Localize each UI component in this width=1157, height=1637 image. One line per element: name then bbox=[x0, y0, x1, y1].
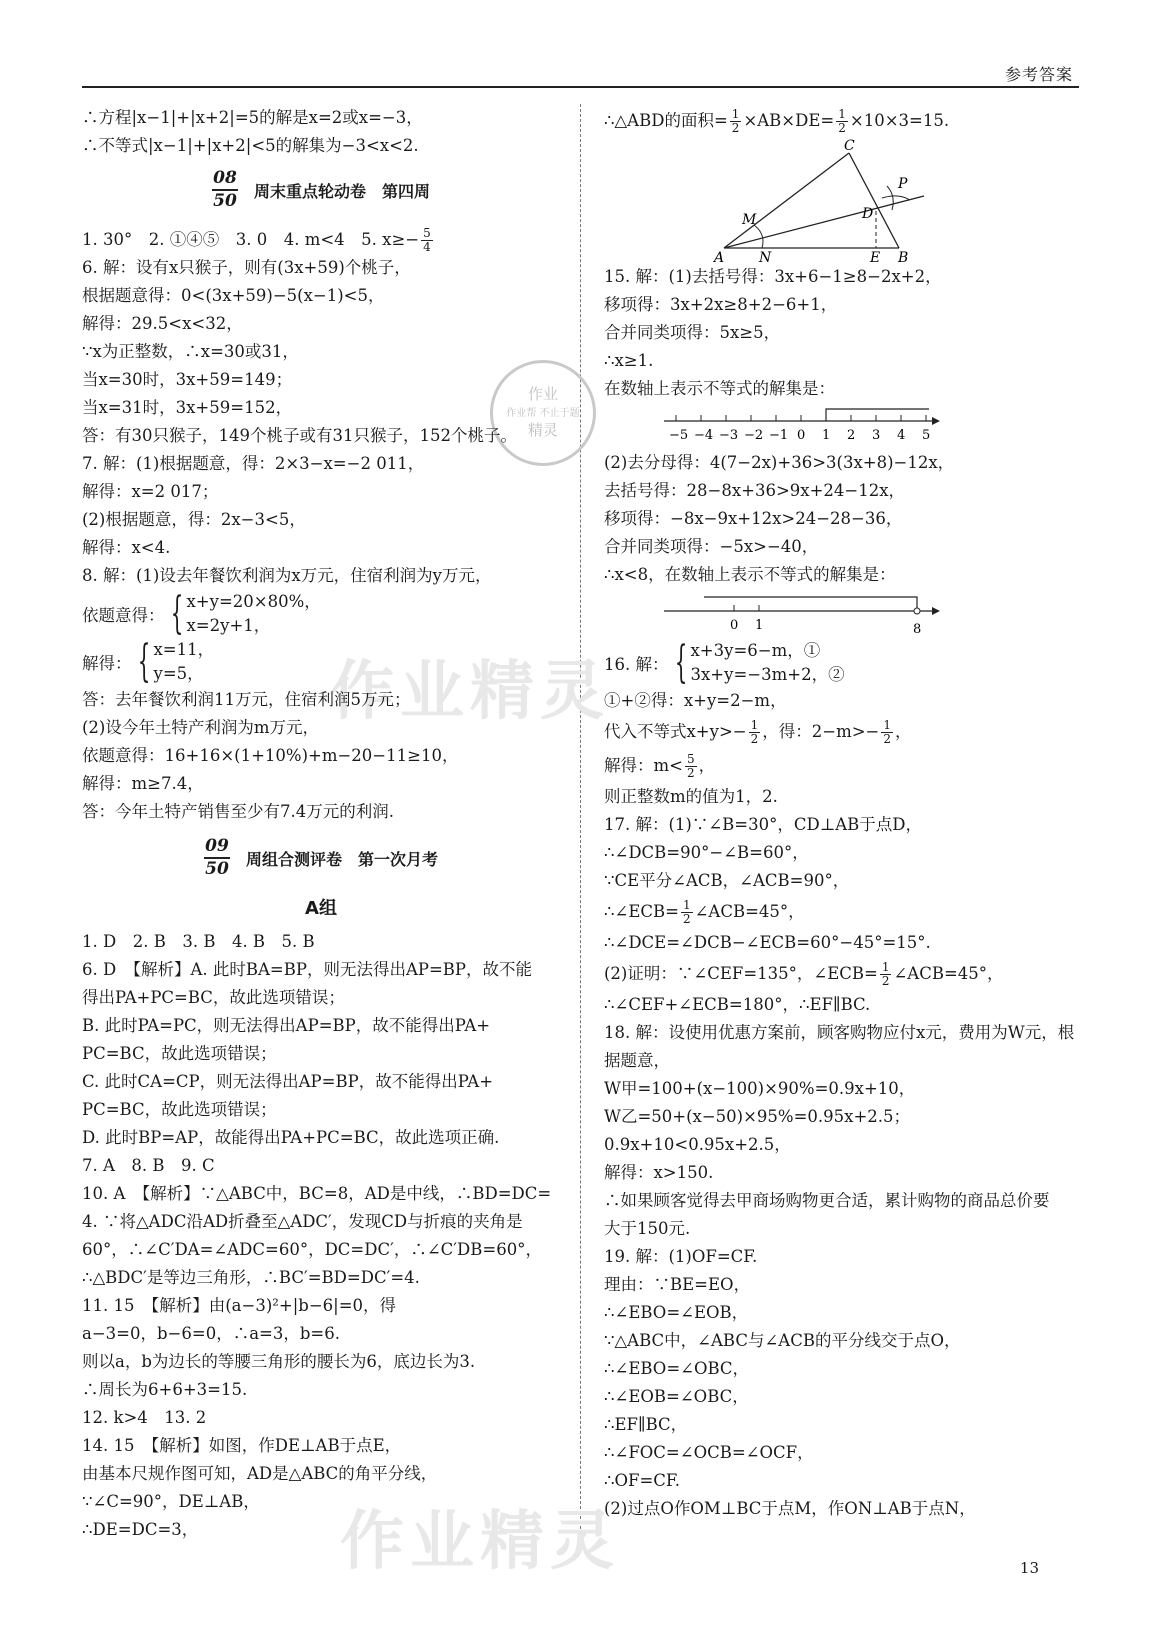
triangle-figure bbox=[704, 138, 1034, 263]
text-line: 11. 15 【解析】由(a−3)²+|b−6|=0，得 bbox=[82, 1296, 397, 1315]
text-line: ∵x为正整数，∴x=30或31， bbox=[82, 342, 299, 361]
text-line: 14. 15 【解析】如图，作DE⊥AB于点E， bbox=[82, 1436, 402, 1455]
text-line: 依题意得：16+16×(1+10%)+m−20−11≥10， bbox=[82, 746, 459, 765]
section-title: 周末重点轮动卷 第四周 bbox=[253, 181, 430, 201]
text-line: ∴EF∥BC， bbox=[604, 1415, 688, 1434]
answer-line: 1. 30° 2. ①④⑤ 3. 0 4. m<4 5. x≥− $\frac{5}{4}$ bbox=[82, 226, 431, 254]
text-line: ∴x≥1. bbox=[604, 351, 654, 370]
text-line: 17. 解：(1)∵∠B=30°，CD⊥AB于点D， bbox=[604, 815, 923, 834]
text-line: 答：今年土特产销售至少有7.4万元的利润. bbox=[82, 802, 394, 821]
label-a: A bbox=[714, 250, 725, 263]
watermark-stamp: 作业 作业帮 不止于题 精灵 bbox=[490, 360, 596, 466]
equation-system: 依题意得： { x+y=20×80%， x=2y+1， bbox=[82, 588, 321, 639]
tick-label: −3 bbox=[719, 428, 739, 443]
text-line: 当x=30时，3x+59=149； bbox=[82, 370, 293, 389]
text-line: 移项得：3x+2x≥8+2−6+1， bbox=[604, 295, 838, 314]
text-line: ∴∠ECB= $\frac{1}{2}$ ∠ACB=45°， bbox=[604, 898, 805, 926]
group-title: A组 bbox=[305, 898, 337, 919]
section-title: 周组合测评卷 第一次月考 bbox=[245, 849, 438, 869]
text-line: 解得：m< $\frac{5}{2}$ ， bbox=[604, 752, 716, 780]
tick-label: 2 bbox=[847, 428, 856, 443]
text-line: ①+②得：x+y=2−m， bbox=[604, 691, 787, 710]
text-line: 则正整数m的值为1，2. bbox=[604, 787, 778, 806]
text-line: ∵CE平分∠ACB，∠ACB=90°， bbox=[604, 871, 850, 890]
equation-system: 解得： { x=11， y=5， bbox=[82, 636, 215, 687]
label-b: B bbox=[898, 250, 909, 263]
text-line: PC=BC，故此选项错误； bbox=[82, 1100, 277, 1119]
text-line: 12. k>4 13. 2 bbox=[82, 1408, 207, 1427]
text-line: 6. D 【解析】A. 此时BA=BP，则无法得出AP=BP，故不能 bbox=[82, 960, 533, 979]
text-line: 6. 解：设有x只猴子，则有(3x+59)个桃子， bbox=[82, 258, 411, 277]
text-line: 10. A 【解析】∵△ABC中，BC=8，AD是中线，∴BD=DC= bbox=[82, 1184, 552, 1203]
text-line: ∴如果顾客觉得去甲商场购物更合适，累计购物的商品总价要 bbox=[604, 1191, 1050, 1210]
text-line: 解得：x=2 017； bbox=[82, 482, 219, 501]
text-line: ∴∠EBO=∠EOB， bbox=[604, 1303, 749, 1322]
text-line: 根据题意得：0<(3x+59)−5(x−1)<5， bbox=[82, 286, 385, 305]
label-n: N bbox=[759, 250, 772, 263]
header-title: 参考答案 bbox=[1004, 65, 1073, 84]
tick-label: 1 bbox=[755, 618, 764, 633]
text-line: 15. 解：(1)去括号得：3x+6−1≥8−2x+2， bbox=[604, 267, 942, 286]
text-line: ∴x<8，在数轴上表示不等式的解集是： bbox=[604, 565, 896, 584]
tick-label: 0 bbox=[730, 618, 739, 633]
area-line: ∴△ABD的面积= $\frac{1}{2}$ ×AB×DE= $\frac{1}{2}$ ×10×3=15. bbox=[604, 107, 950, 135]
text-line: 答：去年餐饮利润11万元，住宿利润5万元； bbox=[82, 690, 411, 709]
text-line: ∴∠FOC=∠OCB=∠OCF， bbox=[604, 1443, 814, 1462]
section-heading bbox=[82, 838, 560, 878]
edge-cb bbox=[849, 153, 899, 248]
edge-ac bbox=[724, 153, 849, 248]
text-line: 1. D 2. B 3. B 4. B 5. B bbox=[82, 932, 315, 951]
arc-p1 bbox=[887, 186, 893, 210]
text-line: 移项得：−8x−9x+12x>24−28−36， bbox=[604, 509, 903, 528]
arc-mn bbox=[754, 225, 763, 248]
text-line: 大于150元. bbox=[604, 1219, 691, 1238]
text-line: ∴∠EOB=∠OBC， bbox=[604, 1387, 749, 1406]
text-line: (2)去分母得：4(7−2x)+36>3(3x+8)−12x， bbox=[604, 453, 955, 472]
text-line: 理由：∵BE=EO， bbox=[604, 1275, 751, 1294]
text-line: 则以a，b为边长的等腰三角形的腰长为6，底边长为3. bbox=[82, 1352, 476, 1371]
text-line: 4. ∵将△ADC沿AD折叠至△ADC′，发现CD与折痕的夹角是 bbox=[82, 1212, 523, 1231]
text-line: 8. 解：(1)设去年餐饮利润为x万元，住宿利润为y万元， bbox=[82, 566, 492, 585]
tick-label: −4 bbox=[694, 428, 714, 443]
label-m: M bbox=[742, 212, 757, 228]
column-divider bbox=[580, 104, 581, 1534]
tick-label: 3 bbox=[872, 428, 881, 443]
text-line: 在数轴上表示不等式的解集是： bbox=[604, 379, 835, 398]
text-line: (2)证明：∵∠CEF=135°，∠ECB= $\frac{1}{2}$ ∠ACB=45°， bbox=[604, 960, 1004, 988]
text-line: 60°，∴∠C′DA=∠ADC=60°，DC=DC′，∴∠C′DB=60°， bbox=[82, 1240, 542, 1259]
solution-ray bbox=[704, 597, 917, 611]
text-line: ∵△ABC中，∠ABC与∠ACB的平分线交于点O， bbox=[604, 1331, 961, 1350]
text-line: 解得：x<4. bbox=[82, 538, 171, 557]
text-line: ∴△BDC′是等边三角形，∴BC′=BD=DC′=4. bbox=[82, 1268, 420, 1287]
label-p: P bbox=[898, 176, 908, 192]
tick-label: 1 bbox=[822, 428, 831, 443]
number-line-2 bbox=[604, 589, 1084, 639]
equation-system: 16. 解： { x+3y=6−m，① 3x+y=−3m+2，② bbox=[604, 637, 845, 688]
text-line: 7. 解：(1)根据题意，得：2×3−x=−2 011， bbox=[82, 454, 425, 473]
label-d: D bbox=[862, 206, 874, 222]
tick-label: 5 bbox=[922, 428, 931, 443]
tick-label: −5 bbox=[669, 428, 689, 443]
text-line: ∴∠EBO=∠OBC， bbox=[604, 1359, 750, 1378]
text-line: 18. 解：设使用优惠方案前，顾客购物应付x元，费用为W元，根 bbox=[604, 1023, 1075, 1042]
text-line: ∴DE=DC=3， bbox=[82, 1520, 199, 1539]
text-line: 解得：m≥7.4， bbox=[82, 774, 204, 793]
text-line: 7. A 8. B 9. C bbox=[82, 1156, 215, 1175]
text-line: ∴周长为6+6+3=15. bbox=[82, 1380, 248, 1399]
tick-label: 0 bbox=[797, 428, 806, 443]
text-line: 合并同类项得：−5x>−40， bbox=[604, 537, 819, 556]
section-badge: 08 50 bbox=[213, 168, 237, 211]
text-line: 0.9x+10<0.95x+2.5， bbox=[604, 1135, 791, 1154]
text-line: W乙=50+(x−50)×95%=0.95x+2.5； bbox=[604, 1107, 911, 1126]
text-line: B. 此时PA=PC，则无法得出AP=BP，故不能得出PA+ bbox=[82, 1016, 491, 1035]
text-line: D. 此时BP=AP，故能得出PA+PC=BC，故此选项正确. bbox=[82, 1128, 500, 1147]
text-line: ∴OF=CF. bbox=[604, 1471, 681, 1490]
text-line: a−3=0，b−6=0，∴a=3，b=6. bbox=[82, 1324, 340, 1343]
label-c: C bbox=[844, 138, 855, 154]
text-line: 得出PA+PC=BC，故此选项错误； bbox=[82, 988, 345, 1007]
text-line: 由基本尺规作图可知，AD是△ABC的角平分线， bbox=[82, 1464, 438, 1483]
text-line: 答：有30只猴子，149个桃子或有31只猴子，152个桃子。 bbox=[82, 426, 517, 445]
text-line: ∴∠DCE=∠DCB−∠ECB=60°−45°=15°. bbox=[604, 933, 931, 952]
label-e: E bbox=[870, 250, 881, 263]
text-line: 解得：x>150. bbox=[604, 1163, 714, 1182]
text-line: 去括号得：28−8x+36>9x+24−12x， bbox=[604, 481, 906, 500]
answer-block bbox=[82, 928, 560, 1544]
watermark-text: 作业精灵 bbox=[340, 1505, 620, 1579]
page-header bbox=[82, 60, 1079, 88]
text-line: C. 此时CA=CP，则无法得出AP=BP，故不能得出PA+ bbox=[82, 1072, 494, 1091]
number-line-1 bbox=[604, 403, 1084, 449]
tick-label: −1 bbox=[769, 428, 789, 443]
text-line: 合并同类项得：5x≥5， bbox=[604, 323, 781, 342]
text-line: 19. 解：(1)OF=CF. bbox=[604, 1247, 758, 1266]
text-line: ∴∠CEF+∠ECB=180°，∴EF∥BC. bbox=[604, 995, 871, 1014]
tick-label: −2 bbox=[744, 428, 764, 443]
watermark-text: 作业精灵 bbox=[330, 655, 610, 729]
text-line: ∵∠C=90°，DE⊥AB， bbox=[82, 1492, 260, 1511]
solution-ray bbox=[826, 409, 929, 421]
arc-p2 bbox=[882, 196, 910, 200]
text-line: 解得：29.5<x<32， bbox=[82, 314, 243, 333]
text-line: (2)根据题意，得：2x−3<5， bbox=[82, 510, 306, 529]
left-column bbox=[82, 104, 560, 1544]
text-line: W甲=100+(x−100)×90%=0.9x+10， bbox=[604, 1079, 916, 1098]
right-column bbox=[604, 104, 1084, 1523]
text-line: 当x=31时，3x+59=152， bbox=[82, 398, 293, 417]
tick-label: 4 bbox=[897, 428, 906, 443]
page-number: 13 bbox=[1019, 1559, 1039, 1577]
text-line: ∴不等式|x−1|+|x+2|<5的解集为−3<x<2. bbox=[82, 136, 419, 155]
text-line: (2)过点O作OM⊥BC于点M，作ON⊥AB于点N， bbox=[604, 1499, 976, 1518]
section-heading bbox=[82, 170, 560, 210]
text-line: PC=BC，故此选项错误； bbox=[82, 1044, 277, 1063]
section-badge: 09 50 bbox=[205, 836, 229, 879]
text-line: (2)设今年土特产利润为m万元， bbox=[82, 718, 320, 737]
text-line: ∴方程|x−1|+|x+2|=5的解是x=2或x=−3， bbox=[82, 108, 423, 127]
open-point bbox=[914, 608, 920, 614]
tick-label: 8 bbox=[913, 622, 922, 637]
text-line: 代入不等式x+y>− $\frac{1}{2}$ ，得：2−m>− $\frac{1}{2}$ ， bbox=[604, 718, 912, 746]
text-line: 据题意， bbox=[604, 1051, 670, 1070]
text-line: ∴∠DCB=90°−∠B=60°， bbox=[604, 843, 809, 862]
